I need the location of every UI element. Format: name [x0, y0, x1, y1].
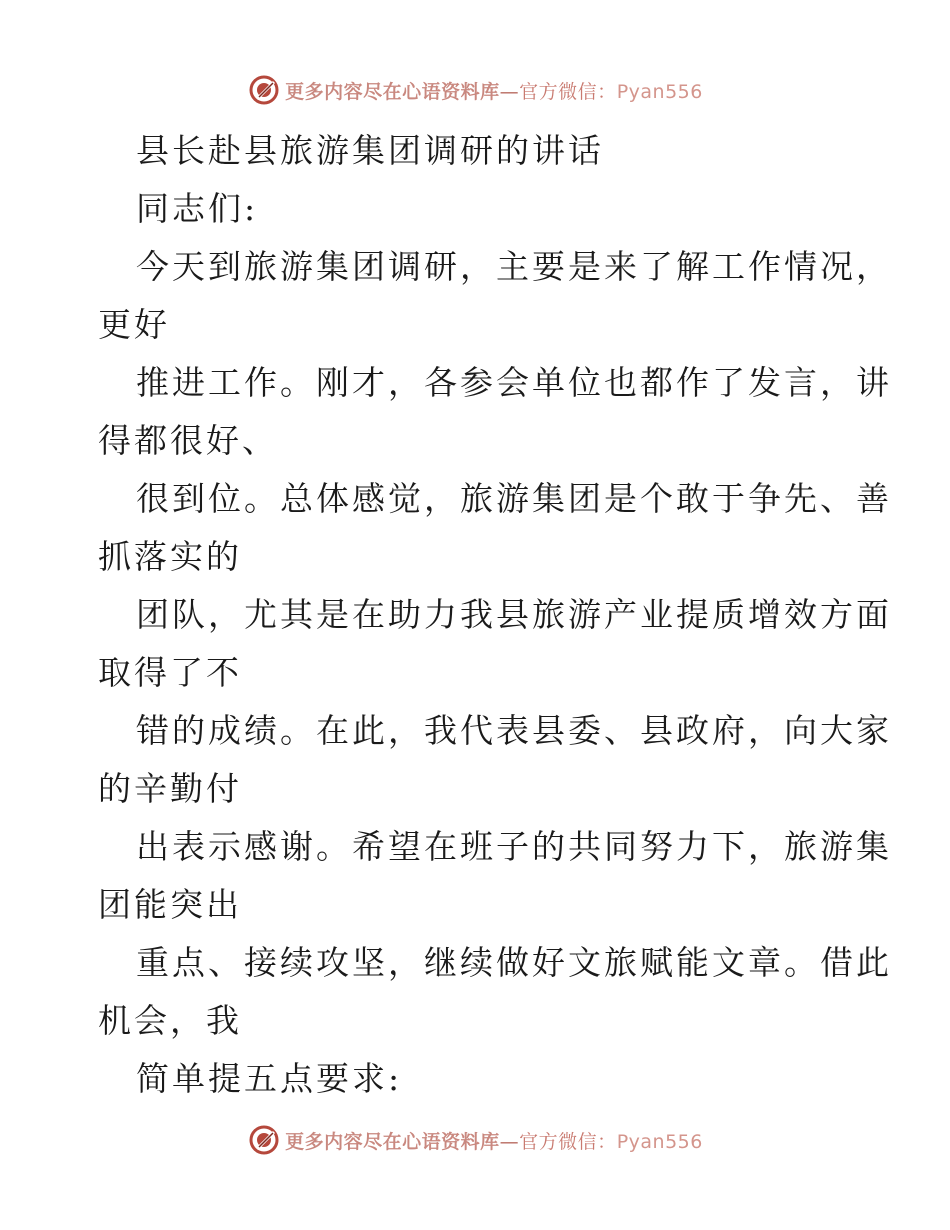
paragraph-line: 出表示感谢。希望在班子的共同努力下，旅游集 [136, 827, 892, 866]
paragraph-line: 推进工作。刚才，各参会单位也都作了发言，讲 [136, 363, 892, 402]
paragraph-line: 重点、接续攻坚，继续做好文旅赋能文章。借此 [136, 943, 892, 982]
footer-banner [0, 1120, 950, 1160]
paragraph-line: 团队，尤其是在助力我县旅游产业提质增效方面 [136, 595, 892, 634]
paragraph-line: 今天到旅游集团调研，主要是来了解工作情况， [136, 247, 892, 286]
banner-text [285, 77, 703, 104]
brand-logo-icon [247, 1123, 281, 1157]
banner-dash: — [499, 80, 520, 103]
paragraph-line: 抓落实的 [98, 537, 242, 576]
document-title: 县长赴县旅游集团调研的讲话 [136, 131, 604, 170]
banner-wechat-label: 官方微信： [519, 80, 617, 103]
banner-wechat-id: Pyan556 [616, 1130, 703, 1153]
document-body [98, 122, 892, 1108]
paragraph-line: 得都很好、 [98, 421, 278, 460]
paragraph-line: 更好 [98, 305, 170, 344]
banner-main-text: 更多内容尽在心语资料库 [285, 80, 500, 103]
header-banner [0, 70, 950, 110]
paragraph-line: 团能突出 [98, 885, 242, 924]
salutation: 同志们: [136, 189, 259, 228]
paragraph-line: 的辛勤付 [98, 769, 242, 808]
banner-text [285, 1127, 703, 1154]
paragraph-line: 机会，我 [98, 1001, 242, 1040]
paragraph-line: 错的成绩。在此，我代表县委、县政府，向大家 [136, 711, 892, 750]
paragraph-line: 取得了不 [98, 653, 242, 692]
banner-dash: — [499, 1130, 520, 1153]
brand-logo-icon [247, 73, 281, 107]
banner-wechat-id: Pyan556 [616, 80, 703, 103]
banner-wechat-label: 官方微信： [519, 1130, 617, 1153]
paragraph-line: 很到位。总体感觉，旅游集团是个敢于争先、善 [136, 479, 892, 518]
banner-main-text: 更多内容尽在心语资料库 [285, 1130, 500, 1153]
paragraph-line: 简单提五点要求: [136, 1059, 403, 1098]
